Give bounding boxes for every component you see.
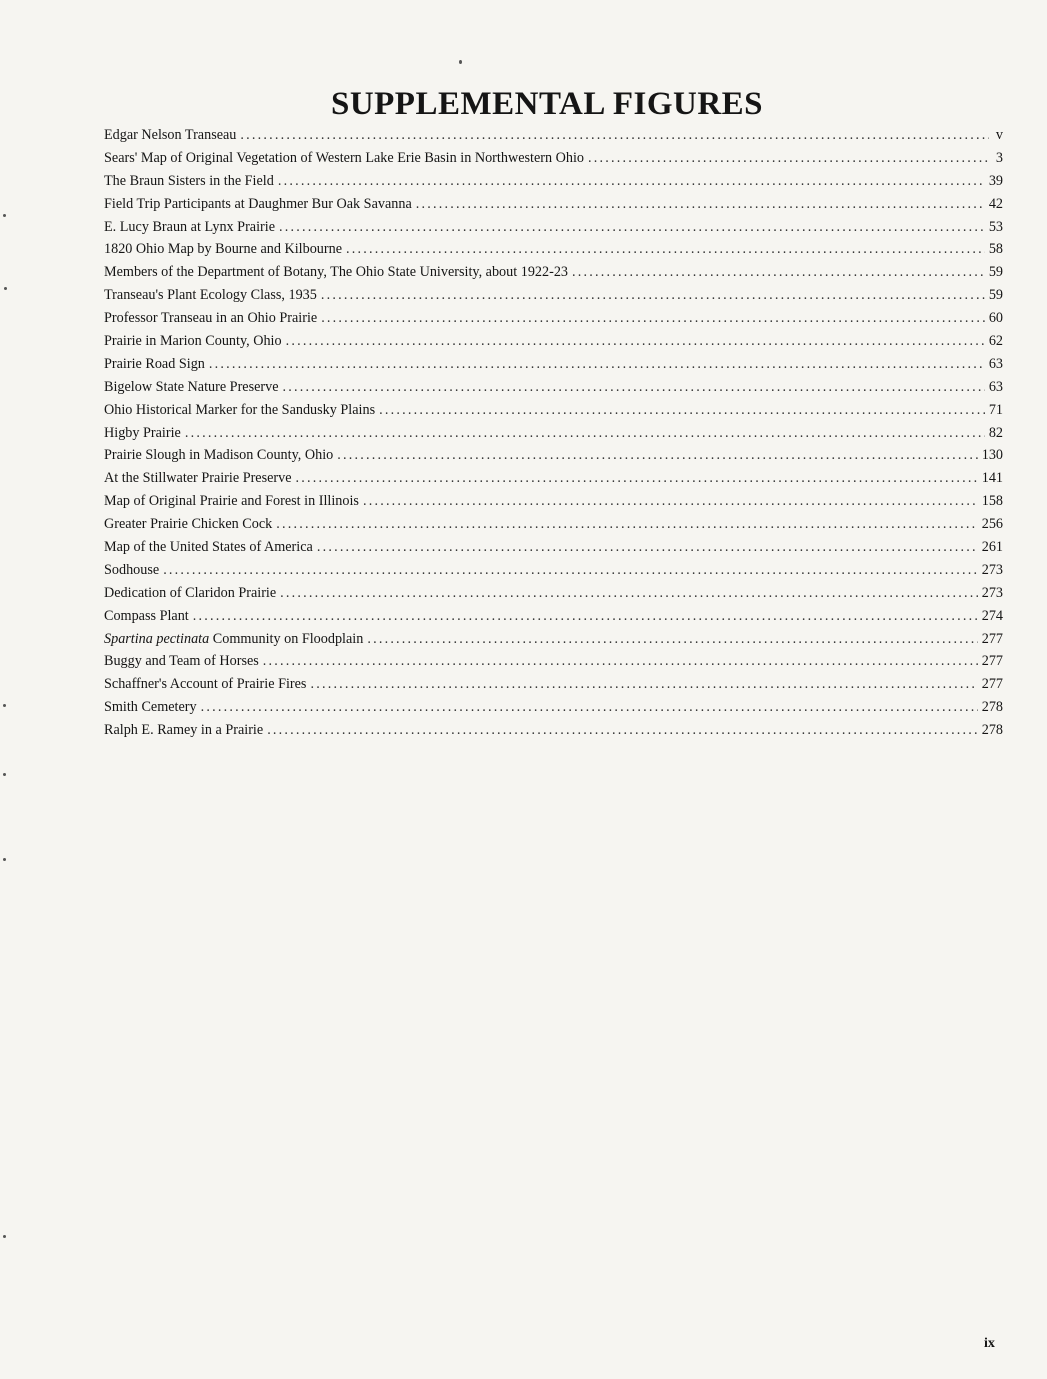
figure-page-number: 273	[981, 561, 1003, 578]
dot-leader	[321, 307, 985, 330]
figure-title	[104, 513, 272, 536]
figure-title-text: Sodhouse	[104, 561, 160, 578]
figure-entry	[104, 284, 1003, 307]
figure-title	[104, 216, 275, 239]
figure-page-number: 278	[981, 722, 1003, 739]
figure-page-number: 42	[988, 195, 1003, 212]
figure-entry	[104, 605, 1003, 628]
dot-leader	[296, 467, 978, 490]
figure-title-text: Field Trip Participants at Daughmer Bur Oak Savanna	[104, 195, 412, 212]
dot-leader	[193, 605, 978, 628]
dot-leader	[363, 490, 978, 513]
figure-title-text: Compass Plant	[104, 607, 189, 624]
dot-leader	[280, 582, 978, 605]
figure-title-text: Sears' Map of Original Vegetation of Western Lake Erie Basin in Northwestern Ohio	[104, 149, 584, 166]
dot-leader	[209, 353, 985, 376]
figure-page-number: 58	[988, 241, 1003, 258]
figure-title-text: Prairie Road Sign	[104, 355, 205, 372]
dot-leader	[310, 673, 977, 696]
figure-entry	[104, 376, 1003, 399]
figure-entry	[104, 216, 1003, 239]
figure-page-number: 278	[981, 699, 1003, 716]
figure-title-text: Ohio Historical Marker for the Sandusky Plains	[104, 401, 376, 418]
figure-entry	[104, 147, 1003, 170]
scan-speck	[3, 773, 6, 776]
figure-title-text: Bigelow State Nature Preserve	[104, 378, 279, 395]
figure-page-number: 3	[995, 149, 1003, 166]
figure-page-number: 274	[981, 607, 1003, 624]
dot-leader	[321, 284, 985, 307]
dot-leader	[572, 261, 985, 284]
figure-title	[104, 696, 197, 719]
figure-title	[104, 536, 313, 559]
scan-speck	[4, 287, 7, 290]
figure-entry	[104, 582, 1003, 605]
figure-list	[104, 124, 1003, 742]
figure-entry	[104, 559, 1003, 582]
figure-title-text: Buggy and Team of Horses	[104, 653, 259, 670]
figure-entry	[104, 422, 1003, 445]
figure-page-number: 63	[988, 378, 1003, 395]
dot-leader	[263, 650, 978, 673]
figure-title	[104, 559, 159, 582]
figure-title	[104, 353, 205, 376]
figure-title-text: Ralph E. Ramey in a Prairie	[104, 722, 264, 739]
figure-page-number: 63	[988, 355, 1003, 372]
dot-leader	[267, 719, 978, 742]
figure-title	[104, 650, 259, 673]
dot-leader	[416, 193, 985, 216]
figure-page-number: 59	[988, 264, 1003, 281]
figure-entry	[104, 307, 1003, 330]
figure-entry	[104, 399, 1003, 422]
figure-title-text: Transeau's Plant Ecology Class, 1935	[104, 287, 317, 304]
figure-title-text: Smith Cemetery	[104, 699, 197, 716]
figure-title-text: Dedication of Claridon Prairie	[104, 584, 277, 601]
figure-title-text: Map of Original Prairie and Forest in Illinois	[104, 493, 359, 510]
figure-entry	[104, 330, 1003, 353]
figure-entry	[104, 124, 1003, 147]
scan-speck	[3, 858, 6, 861]
dot-leader	[278, 170, 985, 193]
figure-title-text: Prairie Slough in Madison County, Ohio	[104, 447, 334, 464]
figure-title	[104, 673, 306, 696]
figure-title	[104, 582, 276, 605]
figure-title	[104, 284, 317, 307]
dot-leader	[367, 628, 977, 651]
figure-title	[104, 193, 412, 216]
figure-title	[104, 444, 333, 467]
figure-entry	[104, 353, 1003, 376]
figure-page-number: 277	[981, 653, 1003, 670]
figure-page-number: 277	[981, 630, 1003, 647]
figure-title-text: Schaffner's Account of Prairie Fires	[104, 676, 307, 693]
figure-title	[104, 307, 317, 330]
figure-page-number: 273	[981, 584, 1003, 601]
figure-title-text: The Braun Sisters in the Field	[104, 172, 274, 189]
figure-title	[104, 399, 375, 422]
figure-entry	[104, 650, 1003, 673]
dot-leader	[185, 422, 985, 445]
figure-title	[104, 422, 181, 445]
figure-title-text: Higby Prairie	[104, 424, 181, 441]
figure-title	[104, 719, 263, 742]
figure-entry	[104, 170, 1003, 193]
figure-entry	[104, 467, 1003, 490]
dot-leader	[286, 330, 985, 353]
figure-title	[104, 170, 274, 193]
figure-entry	[104, 261, 1003, 284]
figure-title	[104, 124, 236, 147]
scan-speck	[3, 214, 6, 217]
figure-title-text: Greater Prairie Chicken Cock	[104, 516, 273, 533]
figure-entry	[104, 719, 1003, 742]
figure-title	[104, 467, 292, 490]
dot-leader	[283, 376, 985, 399]
figure-page-number: 60	[988, 310, 1003, 327]
page-number: ix	[984, 1336, 995, 1351]
dot-leader	[346, 238, 985, 261]
dot-leader	[379, 399, 985, 422]
dot-leader	[240, 124, 989, 147]
dot-leader	[317, 536, 978, 559]
figure-title	[104, 628, 363, 651]
figure-entry	[104, 490, 1003, 513]
figure-title	[104, 261, 568, 284]
figure-page-number: 39	[988, 172, 1003, 189]
dot-leader	[163, 559, 978, 582]
page-title: SUPPLEMENTAL FIGURES	[330, 86, 764, 122]
figure-entry	[104, 628, 1003, 651]
figure-title	[104, 330, 282, 353]
figure-entry	[104, 513, 1003, 536]
figure-page-number: 130	[981, 447, 1003, 464]
figure-entry	[104, 673, 1003, 696]
figure-page-number: 82	[988, 424, 1003, 441]
figure-entry	[104, 238, 1003, 261]
figure-title	[104, 238, 342, 261]
figure-title-text: Members of the Department of Botany, The Ohio State University, about 1922-23	[104, 264, 569, 281]
figure-title	[104, 605, 189, 628]
dot-leader	[276, 513, 978, 536]
figure-page-number: 59	[988, 287, 1003, 304]
figure-page-number: 256	[981, 516, 1003, 533]
figure-title	[104, 147, 584, 170]
figure-page-number: 158	[981, 493, 1003, 510]
figure-title-text: Community on Floodplain	[209, 630, 364, 647]
dot-leader	[337, 444, 977, 467]
figure-entry	[104, 696, 1003, 719]
figure-page-number: 71	[988, 401, 1003, 418]
figure-title-text: Edgar Nelson Transeau	[104, 127, 237, 143]
figure-entry	[104, 536, 1003, 559]
figure-page-number: 141	[981, 470, 1003, 487]
dot-leader	[201, 696, 978, 719]
scan-speck	[3, 1235, 6, 1238]
figure-title-text: Prairie in Marion County, Ohio	[104, 333, 282, 350]
scan-speck	[459, 60, 462, 64]
figure-page-number: 261	[981, 539, 1003, 556]
figure-title-text: 1820 Ohio Map by Bourne and Kilbourne	[104, 241, 343, 258]
figure-page-number: v	[995, 127, 1003, 143]
figure-page-number: 53	[988, 218, 1003, 235]
figure-page-number: 277	[981, 676, 1003, 693]
figure-page-number: 62	[988, 333, 1003, 350]
figure-title-text: Map of the United States of America	[104, 539, 313, 556]
figure-entry	[104, 444, 1003, 467]
figure-title-text: E. Lucy Braun at Lynx Prairie	[104, 218, 275, 235]
figure-title-text: At the Stillwater Prairie Preserve	[104, 470, 292, 487]
figure-title	[104, 490, 359, 513]
figure-title-italic: Spartina pectinata	[104, 630, 210, 647]
scan-speck	[3, 704, 6, 707]
dot-leader	[588, 147, 989, 170]
dot-leader	[279, 216, 985, 239]
figure-title	[104, 376, 279, 399]
figure-title-text: Professor Transeau in an Ohio Prairie	[104, 310, 318, 327]
figure-entry	[104, 193, 1003, 216]
